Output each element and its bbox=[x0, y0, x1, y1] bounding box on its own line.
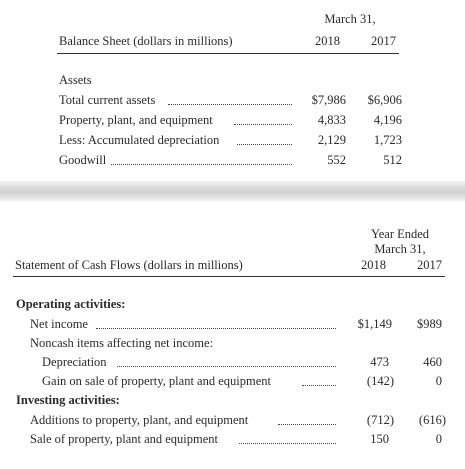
cf-gain-on-sale-2018: (142) bbox=[366, 374, 394, 388]
cf-depreciation-2017: 460 bbox=[423, 355, 442, 369]
cf-sale-2017: 0 bbox=[435, 432, 442, 446]
cf-depreciation-label: Depreciation bbox=[42, 355, 107, 369]
cf-sale-2018: 150 bbox=[370, 432, 389, 446]
bs-year-2017: 2017 bbox=[371, 34, 396, 48]
bs-row-label: Property, plant, and equipment bbox=[59, 113, 213, 127]
leader-dots bbox=[168, 104, 292, 105]
bs-date-header: March 31, bbox=[324, 12, 376, 26]
bs-row-value-2018: $7,986 bbox=[311, 93, 346, 107]
cf-gain-on-sale-label: Gain on sale of property, plant and equipment bbox=[42, 374, 271, 388]
cf-additions-2017: (616) bbox=[418, 413, 446, 427]
section-divider bbox=[0, 181, 465, 201]
cf-header-rule bbox=[13, 276, 445, 277]
bs-row-label: Less: Accumulated depreciation bbox=[59, 133, 220, 147]
leader-dots bbox=[111, 164, 292, 165]
bs-year-2018: 2018 bbox=[315, 34, 340, 48]
bs-row-value-2017: 4,196 bbox=[373, 113, 402, 127]
bs-row-value-2018: 2,129 bbox=[317, 133, 346, 147]
leader-dots bbox=[117, 366, 336, 367]
leader-dots bbox=[278, 424, 336, 425]
cf-net-income-2017: $989 bbox=[417, 317, 442, 331]
cf-header-line1: Year Ended bbox=[370, 227, 430, 241]
bs-row-value-2018: 4,833 bbox=[317, 113, 346, 127]
cf-year-2017: 2017 bbox=[417, 258, 442, 272]
bs-row-value-2017: $6,906 bbox=[367, 93, 402, 107]
cf-sale-label: Sale of property, plant and equipment bbox=[30, 432, 219, 446]
cf-depreciation-2018: 473 bbox=[370, 355, 389, 369]
cf-header-line2: March 31, bbox=[374, 242, 426, 256]
cf-investing-heading: Investing activities: bbox=[16, 393, 120, 407]
cf-noncash-heading: Noncash items affecting net income: bbox=[30, 336, 214, 350]
bs-section-assets: Assets bbox=[59, 73, 92, 87]
cf-additions-2018: (712) bbox=[366, 413, 394, 427]
cf-gain-on-sale-2017: 0 bbox=[435, 374, 442, 388]
leader-dots bbox=[302, 385, 336, 386]
cf-net-income-2018: $1,149 bbox=[357, 317, 392, 331]
bs-title: Balance Sheet (dollars in millions) bbox=[59, 34, 233, 48]
bs-row-value-2017: 512 bbox=[383, 153, 402, 167]
cf-net-income-label: Net income bbox=[30, 317, 88, 331]
cf-title: Statement of Cash Flows (dollars in millions) bbox=[15, 258, 243, 272]
bs-row-value-2018: 552 bbox=[327, 153, 346, 167]
cf-operating-heading: Operating activities: bbox=[16, 297, 126, 311]
bs-row-value-2017: 1,723 bbox=[373, 133, 402, 147]
bs-row-label: Goodwill bbox=[59, 153, 107, 167]
cf-year-2018: 2018 bbox=[361, 258, 386, 272]
leader-dots bbox=[239, 443, 336, 444]
cf-additions-label: Additions to property, plant, and equipment bbox=[30, 413, 249, 427]
leader-dots bbox=[237, 144, 292, 145]
bs-row-label: Total current assets bbox=[59, 93, 156, 107]
bs-header-rule bbox=[57, 53, 399, 54]
leader-dots bbox=[96, 328, 336, 329]
leader-dots bbox=[234, 124, 292, 125]
